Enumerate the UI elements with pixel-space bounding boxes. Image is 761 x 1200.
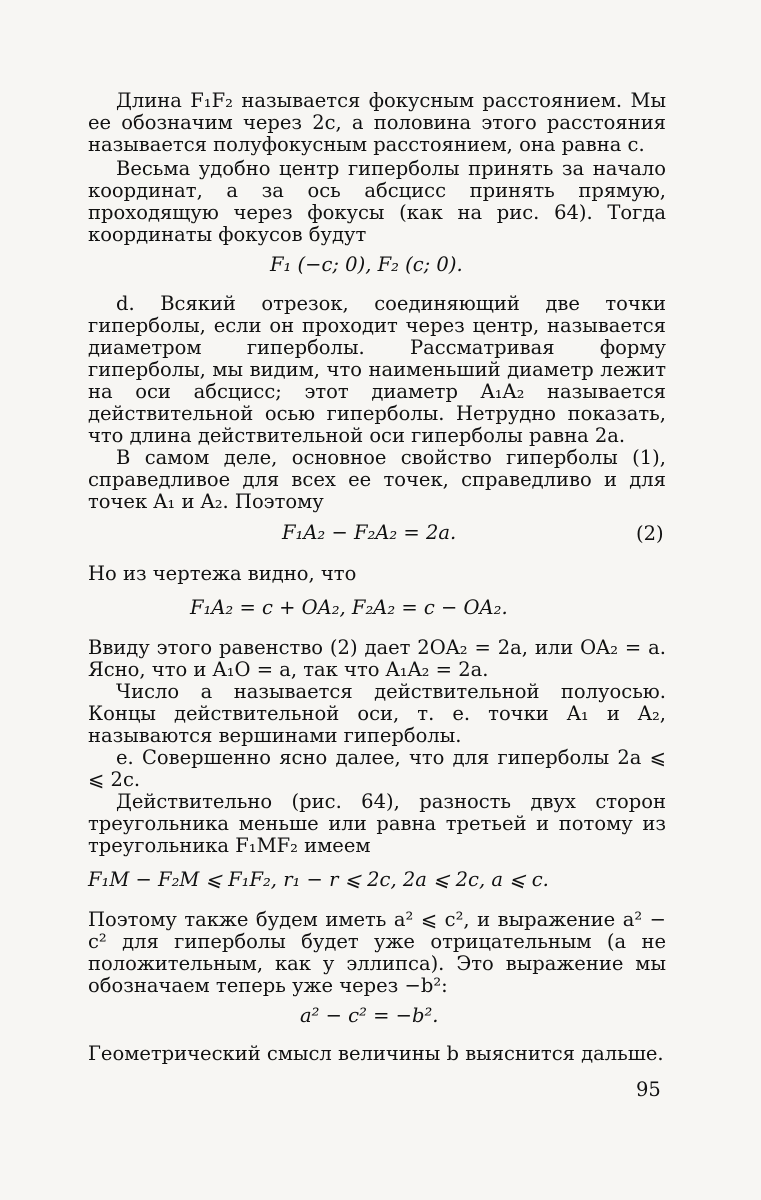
equation-2: F₁A₂ − F₂A₂ = 2a. xyxy=(282,521,457,544)
paragraph-from-drawing: Но из чертежа видно, что xyxy=(88,562,357,585)
equation-segments: F₁A₂ = c + OA₂, F₂A₂ = c − OA₂. xyxy=(190,596,508,619)
equation-b-definition: a² − c² = −b². xyxy=(300,1004,439,1027)
paragraph-proof-intro: В самом деле, основное свойство гиперболы (1), справедливое для всех ее точек, справедливо и для точек A₁ и A₂. Поэтому xyxy=(88,446,666,513)
paragraph-semi-axis-derivation: Ввиду этого равенство (2) дает 2OA₂ = 2a, или OA₂ = a. Ясно, что и A₁O = a, так что A₁A₂ = 2a. xyxy=(88,636,666,681)
paragraph-coordinate-origin: Весьма удобно центр гиперболы принять за начало координат, а за ось абсцисс принять прямую, проходящую через фокусы (как на рис. 64). Тогда координаты фокусов будут xyxy=(88,157,666,246)
equation-foci-coordinates: F₁ (−c; 0), F₂ (c; 0). xyxy=(270,253,463,276)
equation-triangle-inequality: F₁M − F₂M ⩽ F₁F₂, r₁ − r ⩽ 2c, 2a ⩽ 2c, a ⩽ c. xyxy=(88,868,549,891)
paragraph-geometric-meaning: Геометрический смысл величины b выяснится дальше. xyxy=(88,1042,664,1065)
equation-number: (2) xyxy=(636,522,664,545)
paragraph-triangle: Действительно (рис. 64), разность двух сторон треугольника меньше или равна третьей и потому из треугольника F₁MF₂ имеем xyxy=(88,790,666,857)
paragraph-diameter: d. Всякий отрезок, соединяющий две точки гиперболы, если он проходит через центр, называется диаметром гиперболы. Рассматривая форму гиперболы, мы видим, что наименьший диаметр лежит на оси абсцисс; этот диаметр A₁A₂ называется действительной осью гиперболы. Нетрудно показать, что длина действительной оси гиперболы равна 2a. xyxy=(88,292,666,447)
paragraph-b-squared: Поэтому также будем иметь a² ⩽ c², и выражение a² − c² для гиперболы будет уже отрицательным (а не положительным, как у эллипса). Это выражение мы обозначаем теперь уже через −b²: xyxy=(88,908,666,997)
page-number: 95 xyxy=(636,1078,661,1101)
paragraph-inequality: e. Совершенно ясно далее, что для гиперболы 2a ⩽ ⩽ 2c. xyxy=(88,746,666,791)
paragraph-focal-distance: Длина F₁F₂ называется фокусным расстоянием. Мы ее обозначим через 2c, а половина этого расстояния называется полуфокусным расстоянием, она равна c. xyxy=(88,89,666,156)
paragraph-vertices: Число a называется действительной полуосью. Концы действительной оси, т. е. точки A₁ и A₂, называются вершинами гиперболы. xyxy=(88,680,666,747)
